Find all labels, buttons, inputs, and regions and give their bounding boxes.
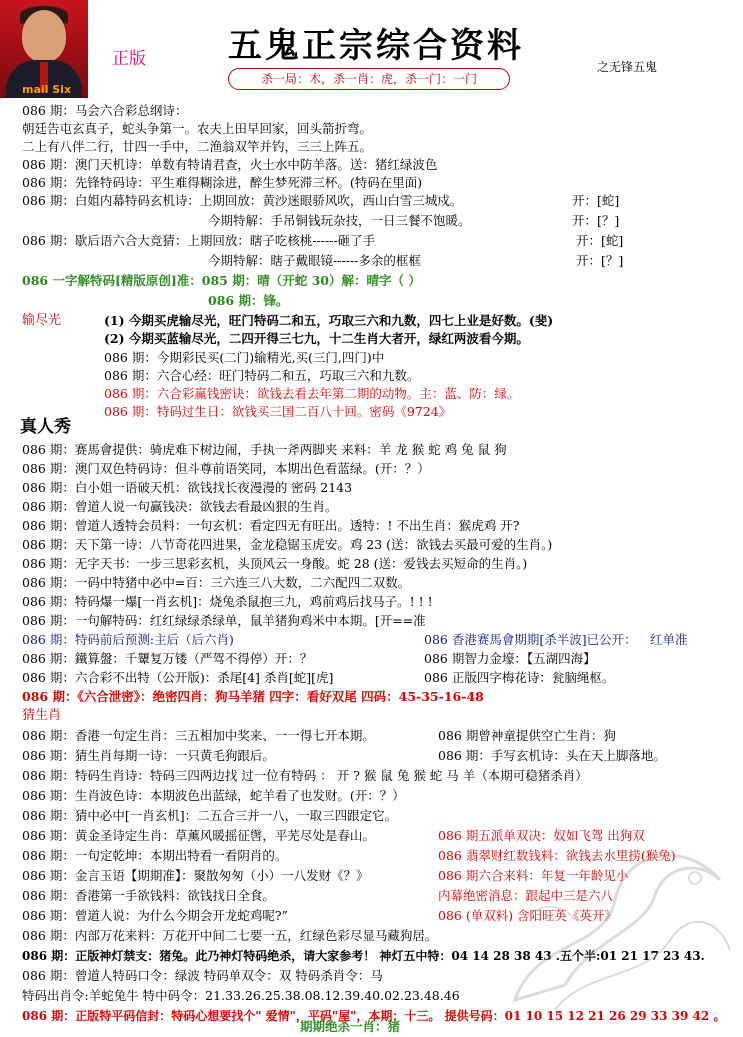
text-line: 086 期：澳门双色特码诗：但斗尊前语笑同，本期出色看蓝绿。(开：？）: [22, 461, 430, 476]
section-heading: 输尽光: [22, 313, 62, 328]
text-line: 086 期：一句解特码：红红绿绿杀绿单，鼠羊猪狗鸡米中本期。[开==准: [22, 613, 426, 628]
result-label: 开：[蛇]: [576, 233, 624, 248]
text-line: 086 期：一码中特猪中必中=百：三六连三八大数，二六配四二双数。: [22, 575, 411, 590]
text-line: 086 期：天下第一诗：八节奇花四进果，金龙稳锯玉虎安。鸡 23 (送：欲钱去买最可爱的生肖。): [22, 537, 553, 552]
text-line: 086 期：歇后语六合大竞猜：上期回放：瞎子吃核桃------砸了手: [22, 233, 376, 248]
text-line: 086 期：内部万花来料：万花开中间二七要一五，红绿色彩尽显马藏狗居。: [22, 928, 438, 943]
text-line: 086 期曾神童提供空亡生肖：狗: [438, 728, 616, 743]
text-line: 086 期智力金壕：【五湖四海】: [424, 651, 596, 666]
text-line: 086 期：无字天书：一步三思彩玄机，头顶风云一身酸。蛇 28 (送：爱钱去买短命的生肖。): [22, 556, 528, 571]
text-line: 086 期：先锋特码诗：平生难得糊涂进，醉生梦死滞三杯。(特码在里面): [22, 175, 423, 190]
text-line: 期期绝杀一肖：猪: [300, 1019, 401, 1034]
text-line: 086 期：赛馬會提供：骑虎难下树边闹，手执一斧两脚夹 来料：羊 龙 猴 蛇 鸡 兔 鼠 狗: [22, 442, 507, 457]
text-line: 086 香港赛馬會期期[杀半波]已公开：: [424, 632, 637, 647]
photo-watermark: mail Six: [22, 83, 72, 96]
text-line: 086 期：正版神灯禁支：猪兔。此乃神灯特码绝杀，请大家参考！ 神灯五中特：04 14 28 38 43 .五个半:01 21 17 23 43.: [22, 949, 705, 963]
text-line: 086 期：黄金圣诗定生肖：草薰风暖摇征辔，平芜尽处是春山。: [22, 828, 375, 843]
text-line: 086 翡翠财红数钱料：欲钱去水里捞(猴兔): [438, 848, 676, 863]
text-line: 086 期：生肖波色诗：本期波色出蓝绿，蛇羊看了也发财。(开：？）: [22, 788, 405, 803]
text-line: 086 期：《六合泄密》：绝密四肖：狗马羊猪 四字：看好双尾 四码：45-35-16-48: [22, 689, 484, 704]
kill-slogan: 杀一局：木，杀一肖：虎，杀一门：一门: [228, 68, 510, 90]
text-line: 特码出肖令:羊蛇兔牛 特中码令：21.33.26.25.38.08.12.39.40.02.23.48.46: [22, 988, 460, 1003]
text-line: 086 期五派单双决：奴如飞驾 出狗双: [438, 828, 645, 843]
section-heading: 真人秀: [20, 417, 71, 437]
text-line: 086 期：特码生肖诗：特码三四两边找 过一位有特码 ： 开 ? 猴 鼠 兔 猴 蛇 马 羊（本期可稳猪杀肖）: [22, 768, 588, 783]
text-line: 086 期：白姐内幕特码玄机诗：上期回放：黄沙迷眼骄风吹，西山白雪三城戍。: [22, 193, 463, 208]
result-label: 开：[？]: [576, 253, 624, 268]
result-label: 开：[？]: [572, 213, 620, 228]
text-line: 086 期：猜中必中[一肖玄机]：二五合三并一八，一取三四跟定它。: [22, 808, 398, 823]
text-line: 086 期：香港第一手欲钱料：欲钱找日全食。: [22, 888, 275, 903]
text-line: 086 期：曾道人特码口令：绿波 特码单双令：双 特码杀肖令：马: [22, 968, 383, 983]
text-line: 086 期：特码爆一爆[一肖玄机]：烧兔杀鼠抱三九，鸡前鸡后找马子。! ! !: [22, 594, 433, 609]
dragon-watermark-icon: [495, 800, 740, 1030]
text-line: 086 期：曾道人说一句赢钱决：欲钱去看最凶狠的生肖。: [22, 499, 338, 514]
text-line: 086 期：金言玉语【期期准】：聚散匆匆（小）一八发财《？》: [22, 868, 369, 883]
author-portrait: [0, 0, 88, 98]
edition-label: 正版: [112, 49, 146, 69]
text-line: 086 期：澳门天机诗：单数有特请君查，火土水中防羊落。送：猪红绿波色: [22, 157, 438, 172]
text-line: 086 期：猜生肖每期一诗：一只黄毛狗跟后。: [22, 748, 275, 763]
text-line: 086 期：香港一句定生肖：三五相加中奖来、一一得七开本期。: [22, 728, 375, 743]
text-line: 086 期：六合彩不出特（公开版)：杀尾[4] 杀肖[蛇][虎]: [22, 670, 334, 685]
text-line: 内幕绝密消息：跟起中三是六八: [438, 888, 614, 903]
text-line: 086 期：特码前后预测:主后（后六肖): [22, 632, 234, 647]
author-credit: 之无锋五鬼: [597, 60, 658, 74]
text-line: 今期特解：瞎子戴眼镜------多余的框框: [208, 253, 421, 268]
text-line: 二上有八伴二行，廿四一手中，二渔翁双竿并钓，三三上阵五。: [22, 139, 373, 154]
text-line: 086 期：曾道人透特会员料：一句玄机：看定四无有旺出。透特：! 不出生肖：猴虎鸡 开?: [22, 518, 520, 533]
text-line: 朝廷告屯玄真子，蛇头争第一。农夫上田早回家，回头箭折弯。: [22, 121, 373, 136]
text-line: 086 期：鐵算盤：千顰复万镂（严驾不得停）开：？: [22, 651, 313, 666]
section-heading: 猜生肖: [22, 708, 62, 723]
text-line: 086 期：锋。: [208, 293, 289, 308]
text-line: 086 期：特码过生日：欲钱买三国二百八十回。密码《9724》: [104, 404, 452, 419]
text-line: 086 期：白小姐一语破天机：欲钱找长夜漫漫的 密码 2143: [22, 480, 353, 495]
text-line: (1) 今期买虎输尽光，旺门特码二和五，巧取三六和九数，四七上业是好数。(斐): [104, 313, 554, 328]
text-line: 086 期：今期彩民买(二门)输精光,买(三门,四门)中: [104, 350, 385, 365]
text-line: 086 期：马会六合彩总纲诗：: [22, 103, 188, 118]
text-line: 086 正版四字梅花诗：瓮脑绳枢。: [424, 670, 615, 685]
text-line: 红单准: [650, 632, 688, 647]
text-line: 086 期：正版特平码信封：特码心想要找个" 爱情"，平码"屋"，本期：十三。 提供号码：01 10 15 12 21 26 29 33 39 42 。: [22, 1009, 726, 1023]
text-line: 086 期：六合彩赢钱密诀：欲钱去看去年第二期的动物。主：蓝、防：绿。: [104, 386, 520, 401]
text-line: 086 期六合来料：年复一年龄见小: [438, 868, 629, 883]
text-line: 今期特解：手吊铜钱玩杂技，一日三餐不饱暖。: [208, 213, 471, 228]
text-line: 086 期：手写玄机诗：头在天上脚落地。: [438, 748, 666, 763]
text-line: 086 期：六合心经：旺门特码二和五，巧取三六和九数。: [104, 368, 420, 383]
text-line: 086 一字解特码[精版原创]准：085 期：晴（开蛇 30）解：晴字（ ）: [22, 273, 421, 288]
text-line: 086 期：曾道人说：为什么今期会开龙蛇鸡呢?”: [22, 908, 288, 923]
text-line: (2) 今期买蓝输尽光，二四开得三七九，十二生肖大者开，绿红两波看今期。: [104, 331, 529, 346]
page-title: 五鬼正宗综合资料: [228, 26, 524, 66]
text-line: 086 期：一句定乾坤：本期出特看一看阴肖的。: [22, 848, 288, 863]
text-line: 086 (单双料) 含阳旺英《英开》: [438, 908, 618, 923]
result-label: 开：[蛇]: [572, 193, 620, 208]
